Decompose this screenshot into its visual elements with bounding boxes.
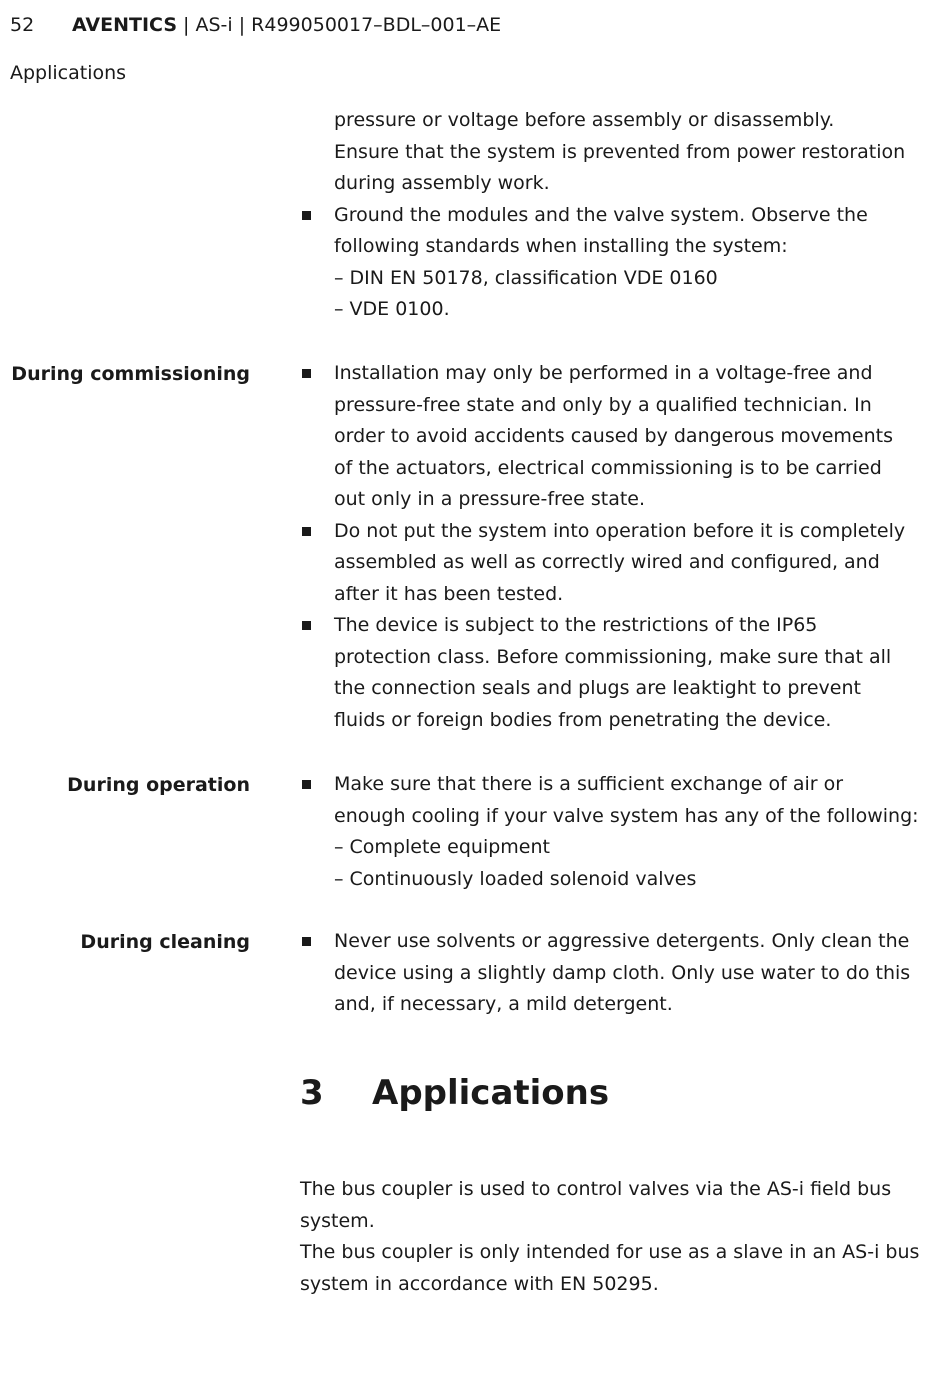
text-line: The bus coupler is used to control valves via the AS-i field bus	[300, 1178, 892, 1200]
cleaning-block	[300, 926, 911, 1021]
document-info: | AS-i | R499050017–BDL–001–AE	[177, 14, 502, 36]
text-line: pressure-free state and only by a qualified technician. In	[334, 393, 872, 416]
text-line: after it has been tested.	[334, 582, 564, 605]
text-line: The bus coupler is only intended for use as a slave in an AS-i bus	[300, 1241, 920, 1263]
text-line: protection class. Before commissioning, make sure that all	[334, 645, 892, 668]
text-line: Ground the modules and the valve system. Observe the	[334, 203, 868, 226]
text-line: the connection seals and plugs are leaktight to prevent	[334, 677, 861, 699]
text-line: Make sure that there is a sufficient exchange of air or	[334, 773, 844, 795]
operation-block	[300, 769, 919, 895]
list-item	[300, 358, 900, 516]
chapter-heading	[300, 1072, 609, 1114]
section-label-operation: During operation	[67, 774, 250, 796]
square-bullet-icon	[302, 621, 311, 630]
list-item	[300, 926, 911, 1021]
text-line: – Continuously loaded solenoid valves	[334, 867, 697, 890]
page-header	[10, 12, 501, 38]
text-line: The device is subject to the restrictions of the IP65	[334, 614, 818, 636]
chapter-title: Applications	[372, 1073, 610, 1113]
list-item	[300, 610, 900, 736]
text-line: Never use solvents or aggressive detergents. Only clean the	[334, 930, 910, 952]
text-line: Ensure that the system is prevented from power restoration	[334, 140, 906, 163]
text-line: Do not put the system into operation before it is completely	[334, 519, 906, 542]
text-line: following standards when installing the system:	[334, 235, 788, 257]
list-item	[300, 769, 919, 895]
text-line: – Complete equipment	[334, 836, 550, 858]
applications-paragraph	[300, 1174, 920, 1300]
text-line: device using a slightly damp cloth. Only use water to do this	[334, 961, 911, 984]
chapter-number: 3	[300, 1073, 324, 1113]
square-bullet-icon	[302, 527, 311, 536]
text-line: – DIN EN 50178, classification VDE 0160	[334, 266, 718, 289]
assembly-continuation-block	[300, 105, 906, 326]
square-bullet-icon	[302, 780, 311, 789]
square-bullet-icon	[302, 211, 311, 220]
text-line: Installation may only be performed in a voltage-free and	[334, 362, 873, 384]
square-bullet-icon	[302, 937, 311, 946]
section-label-cleaning: During cleaning	[80, 931, 250, 953]
section-label-commissioning: During commissioning	[11, 363, 250, 385]
text-line: pressure or voltage before assembly or disassembly.	[334, 109, 835, 131]
text-line: system.	[300, 1209, 375, 1232]
brand-name: AVENTICS	[72, 14, 178, 36]
text-line: fluids or foreign bodies from penetrating the device.	[334, 708, 832, 731]
text-line: and, if necessary, a mild detergent.	[334, 993, 673, 1015]
list-item	[300, 200, 900, 326]
page-number: 52	[10, 14, 35, 36]
square-bullet-icon	[302, 369, 311, 378]
text-line: – VDE 0100.	[334, 298, 450, 320]
commissioning-block	[300, 358, 906, 736]
text-line: out only in a pressure-free state.	[334, 488, 646, 510]
list-item	[300, 516, 906, 611]
text-line: assembled as well as correctly wired and configured, and	[334, 551, 880, 573]
text-line: during assembly work.	[334, 172, 550, 194]
text-line: system in accordance with EN 50295.	[300, 1272, 659, 1295]
text-line: order to avoid accidents caused by dangerous movements	[334, 425, 894, 447]
text-line: of the actuators, electrical commissioning is to be carried	[334, 456, 882, 479]
running-title: Applications	[10, 62, 127, 84]
text-line: enough cooling if your valve system has any of the following:	[334, 804, 919, 827]
